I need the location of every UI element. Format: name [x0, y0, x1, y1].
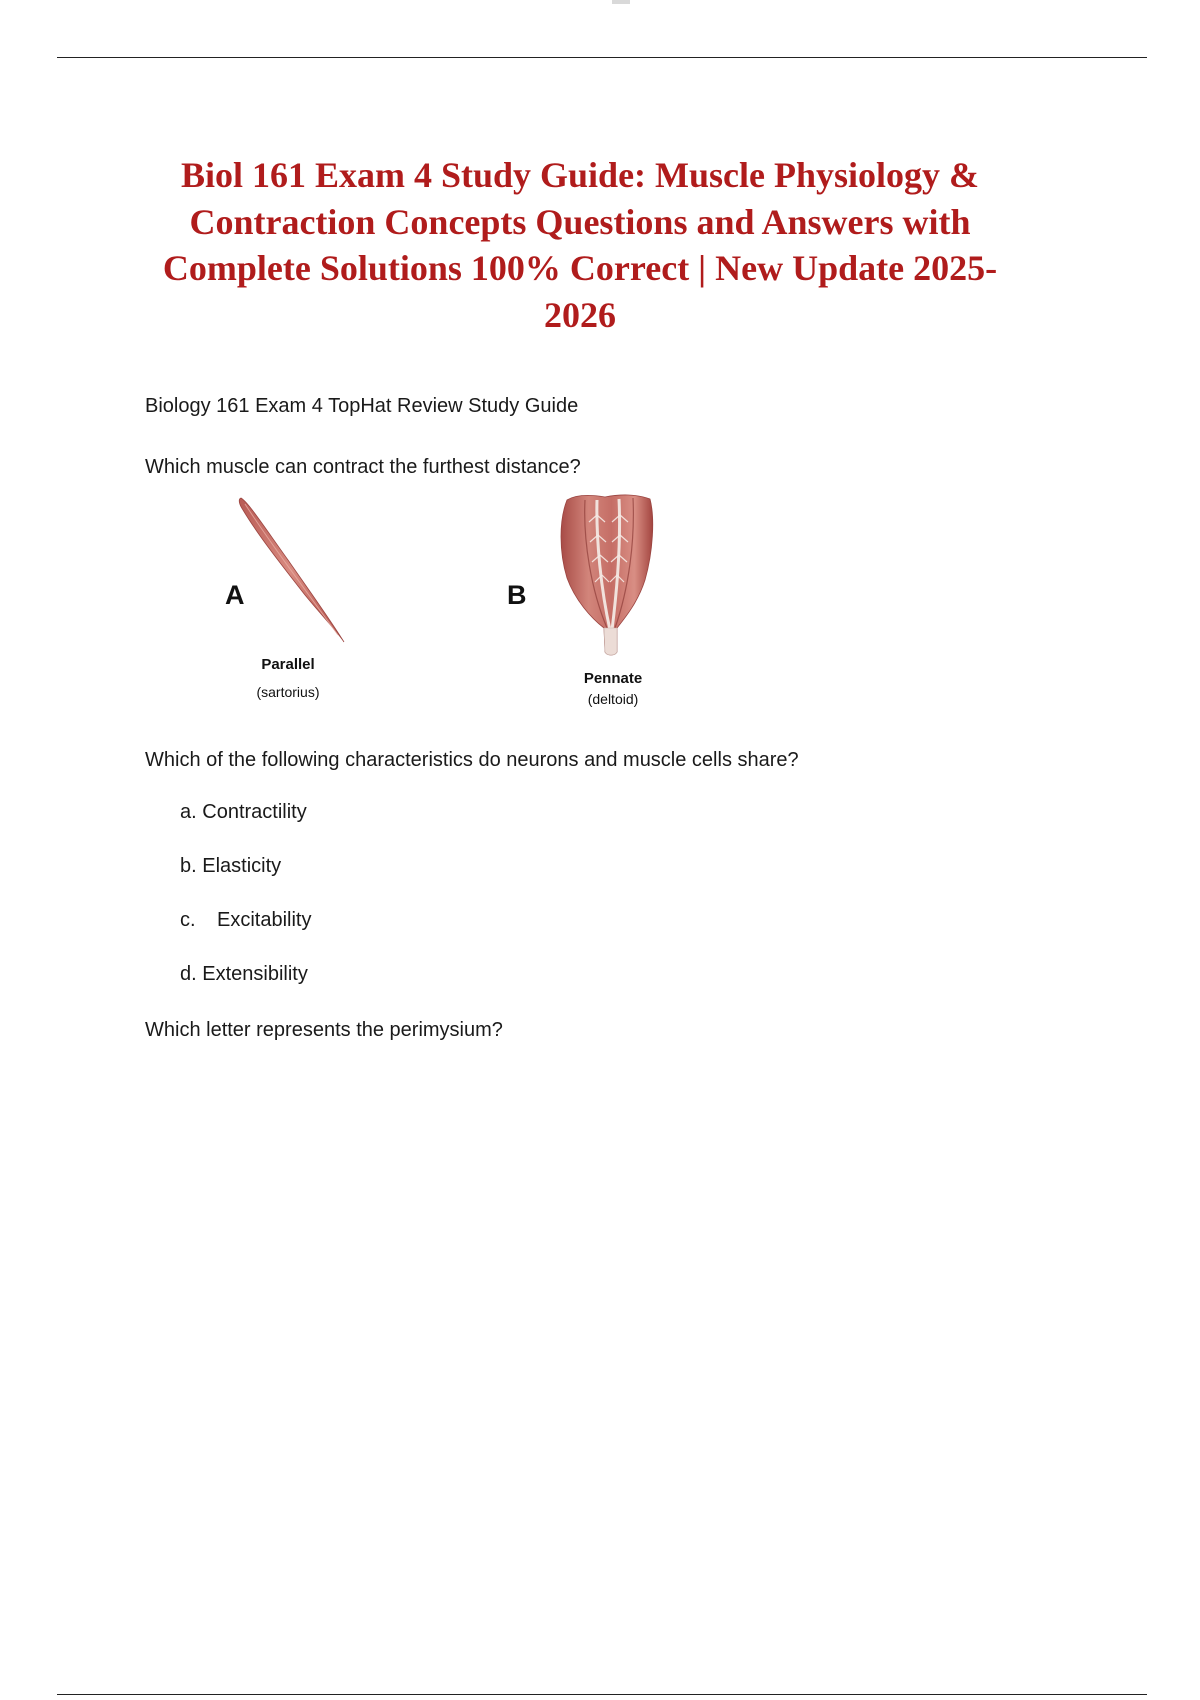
option-d: [180, 962, 311, 1016]
figure-panel-b-example: (deltoid): [587, 691, 639, 707]
header-rule: [57, 57, 1147, 58]
option-c: [180, 908, 311, 962]
option-c-label: Excitability: [217, 909, 312, 931]
figure-panel-b-caption: [553, 670, 673, 708]
option-a: [180, 800, 311, 854]
option-b: [180, 854, 311, 908]
footer-rule: [57, 1694, 1147, 1695]
option-b-label: Elasticity: [202, 855, 282, 877]
option-b-letter: b.: [180, 855, 197, 877]
figure-panel-a-caption: [228, 656, 348, 701]
muscle-shape-figure: [145, 480, 765, 730]
parallel-muscle-illustration: [239, 498, 344, 642]
question-2-options: [180, 800, 311, 1016]
option-a-letter: a.: [180, 801, 197, 823]
figure-panel-a-example: (sartorius): [256, 684, 320, 700]
pennate-muscle-illustration: [561, 495, 653, 655]
figure-panel-b-letter: B: [507, 580, 527, 610]
figure-panel-a-letter: A: [225, 580, 245, 610]
document-title: Biol 161 Exam 4 Study Guide: Muscle Physiology & Contraction Concepts Questions and Answers with Complete Solutions 100% Correct | New Update 2025-2026: [162, 155, 998, 335]
question-2-text: Which of the following characteristics do neurons and muscle cells share?: [145, 749, 799, 771]
question-3-text: Which letter represents the perimysium?: [145, 1019, 503, 1041]
option-a-label: Contractility: [202, 801, 307, 823]
question-1-text: Which muscle can contract the furthest distance?: [145, 456, 581, 478]
option-c-letter: c.: [180, 909, 196, 931]
figure-panel-b-name: Pennate: [583, 670, 643, 687]
option-d-letter: d.: [180, 963, 197, 985]
option-d-label: Extensibility: [202, 963, 308, 985]
figure-panel-a-name: Parallel: [261, 656, 315, 673]
page-top-marker: [612, 0, 630, 4]
document-subtitle: Biology 161 Exam 4 TopHat Review Study Guide: [145, 395, 579, 417]
